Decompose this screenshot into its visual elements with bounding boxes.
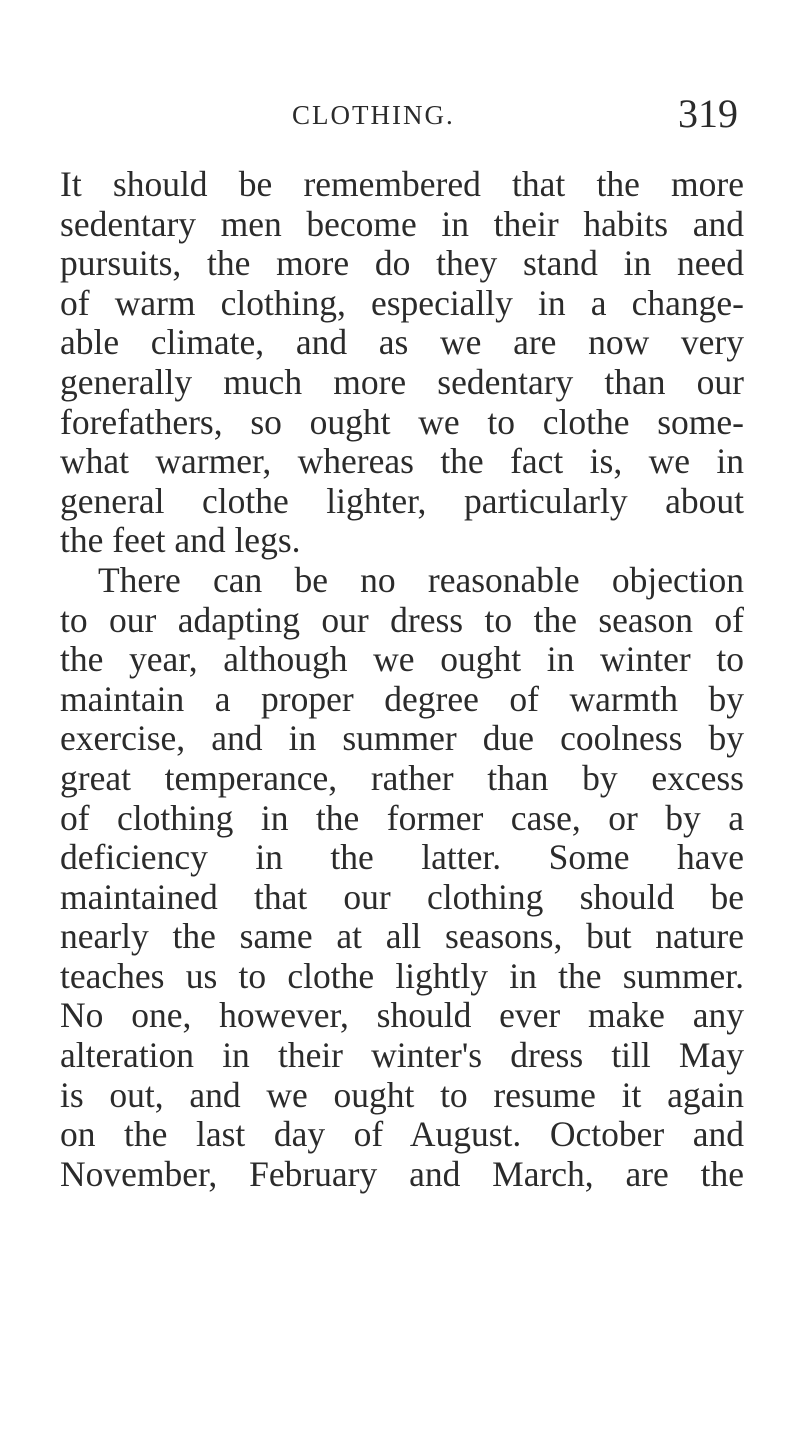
text-line: general clothe lighter, particularly about: [60, 480, 744, 521]
running-head: [292, 92, 738, 144]
running-title: CLOTHING.: [292, 100, 455, 130]
text-line: maintain a proper degree of warmth by: [60, 678, 744, 719]
text-line: No one, however, should ever make any: [60, 995, 744, 1036]
text-line: of clothing in the former case, or by a: [60, 797, 744, 838]
text-line: maintained that our clothing should be: [60, 876, 744, 917]
text-line: deficiency in the latter. Some have: [60, 837, 744, 878]
text-line: the feet and legs.: [60, 520, 301, 561]
text-line: what warmer, whereas the fact is, we in: [60, 441, 744, 482]
text-line: sedentary men become in their habits and: [60, 203, 744, 244]
text-line: nearly the same at all seasons, but nature: [60, 916, 744, 957]
text-line: is out, and we ought to resume it again: [60, 1074, 744, 1115]
page-number: 319: [678, 91, 738, 136]
text-line: generally much more sedentary than our: [60, 361, 744, 402]
body-text: [60, 165, 744, 1194]
text-line: November, February and March, are the: [60, 1153, 744, 1194]
text-line: on the last day of August. October and: [60, 1114, 744, 1155]
text-line: pursuits, the more do they stand in need: [60, 243, 744, 284]
text-line: alteration in their winter's dress till May: [60, 1035, 744, 1076]
text-line: forefathers, so ought we to clothe some-: [60, 401, 744, 442]
text-line: exercise, and in summer due coolness by: [60, 718, 744, 759]
text-line: great temperance, rather than by excess: [60, 757, 744, 798]
text-line: It should be remembered that the more: [60, 164, 744, 204]
text-line: teaches us to clothe lightly in the summer.: [60, 955, 744, 996]
text-line: the year, although we ought in winter to: [60, 639, 744, 680]
text-line: to our adapting our dress to the season of: [60, 599, 744, 640]
text-line: of warm clothing, especially in a change-: [60, 282, 744, 323]
text-line: There can be no reasonable objection: [98, 559, 744, 600]
text-line: able climate, and as we are now very: [60, 322, 744, 363]
